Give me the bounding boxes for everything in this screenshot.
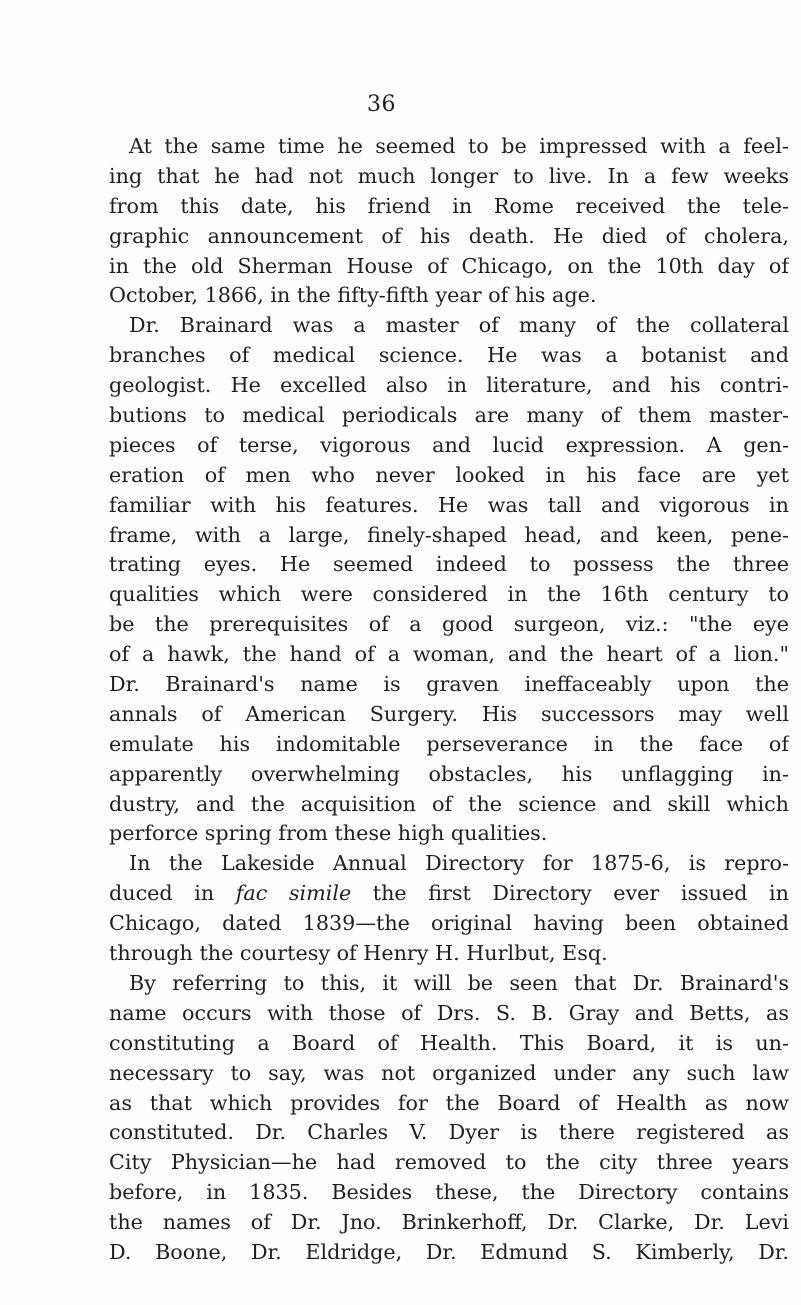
text-line: By referring to this, it will be seen that Dr. Brainard's	[129, 970, 789, 995]
text-line: before, in 1835. Besides these, the Directory contains	[109, 1180, 789, 1205]
text-line	[109, 879, 789, 909]
text-line: City Physician—he had removed to the city three years	[109, 1150, 789, 1175]
text-line: graphic announcement of his death. He died of cholera,	[109, 223, 789, 248]
text-line: trating eyes. He seemed indeed to possess the three	[109, 552, 789, 577]
page-number: 36	[367, 92, 396, 117]
text-line: familiar with his features. He was tall and vigorous in	[109, 492, 789, 517]
text-line: annals of American Surgery. His successors may well	[109, 701, 789, 726]
text-line: necessary to say, was not organized under any such law	[109, 1060, 789, 1085]
body-text	[109, 132, 789, 1268]
text-line: butions to medical periodicals are many of them master-	[109, 403, 789, 428]
text-line: geologist. He excelled also in literature, and his contri-	[109, 373, 789, 398]
text-line: in the old Sherman House of Chicago, on the 10th day of	[109, 253, 789, 278]
text-line: of a hawk, the hand of a woman, and the heart of a lion."	[109, 642, 789, 667]
text-line: Dr. Brainard's name is graven ineffaceably upon the	[109, 672, 789, 697]
text-line: D. Boone, Dr. Eldridge, Dr. Edmund S. Kimberly, Dr.	[109, 1239, 789, 1264]
text-line: ing that he had not much longer to live. In a few weeks	[109, 163, 789, 188]
text-line: branches of medical science. He was a botanist and	[109, 343, 789, 368]
italic-phrase: fac simile	[235, 881, 352, 906]
text-line: At the same time he seemed to be impressed with a feel-	[129, 134, 789, 158]
text-line: qualities which were considered in the 16th century to	[109, 582, 789, 607]
text-line: eration of men who never looked in his face are yet	[109, 462, 789, 487]
text-line	[109, 849, 789, 879]
text-line: frame, with a large, finely-shaped head, and keen, pene-	[109, 522, 789, 547]
text-line: constituting a Board of Health. This Board, it is un-	[109, 1030, 789, 1055]
text-line: emulate his indomitable perseverance in the face of	[109, 731, 789, 756]
text-line: Chicago, dated 1839—the original having been obtained	[109, 911, 789, 936]
text-line: dustry, and the acquisition of the science and skill which	[109, 791, 789, 816]
text-line: from this date, his friend in Rome received the tele-	[109, 193, 789, 218]
text-segment: In the Lakeside Annual Directory for 1875-6, is repro-	[129, 851, 789, 876]
text-line: name occurs with those of Drs. S. B. Gray and Betts, as	[109, 1000, 789, 1025]
text-line: October, 1866, in the fifty-fifth year of his age.	[109, 283, 597, 308]
text-segment: duced in	[109, 881, 236, 906]
text-line: Dr. Brainard was a master of many of the collateral	[129, 313, 789, 338]
text-line: the names of Dr. Jno. Brinkerhoff, Dr. Clarke, Dr. Levi	[109, 1210, 789, 1235]
text-line: apparently overwhelming obstacles, his unflagging in-	[109, 761, 789, 786]
text-line: be the prerequisites of a good surgeon, viz.: "the eye	[109, 612, 789, 637]
text-line: pieces of terse, vigorous and lucid expression. A gen-	[109, 432, 789, 457]
text-line: perforce spring from these high qualities.	[109, 821, 548, 846]
text-line: through the courtesy of Henry H. Hurlbut, Esq.	[109, 941, 608, 966]
text-line: as that which provides for the Board of Health as now	[109, 1090, 789, 1115]
text-line: constituted. Dr. Charles V. Dyer is there registered as	[109, 1120, 789, 1145]
text-segment: the first Directory ever issued in	[351, 881, 789, 906]
